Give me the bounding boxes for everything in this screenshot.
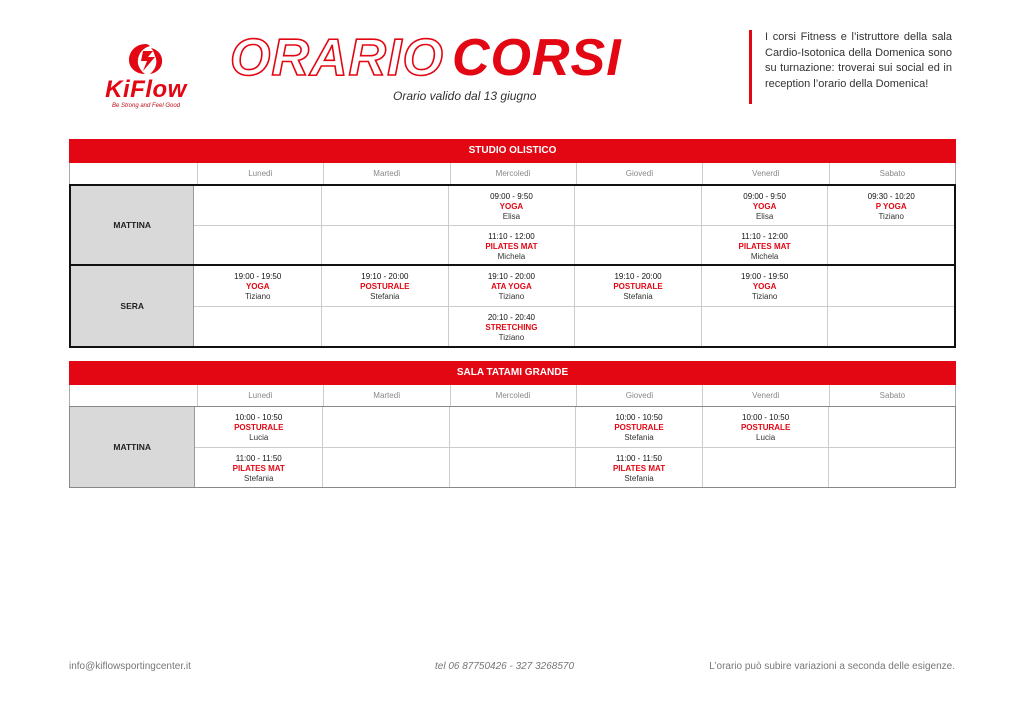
day-header: Mercoledì	[450, 163, 576, 184]
class-time: 20:10 - 20:40	[487, 312, 535, 322]
days-header-blank	[70, 385, 197, 406]
schedule-cell	[701, 226, 828, 265]
class-name: POSTURALE	[740, 423, 791, 433]
schedule-cell	[828, 448, 955, 488]
class-name: PILATES MAT	[738, 241, 791, 251]
class-name: PILATES MAT	[485, 241, 538, 251]
class-time: 10:00 - 10:50	[615, 413, 663, 422]
schedule-cell	[701, 186, 828, 225]
schedule-row	[195, 407, 955, 447]
schedule-cell	[322, 448, 449, 488]
class-instructor: Tiziano	[878, 212, 904, 222]
period-block	[69, 266, 956, 348]
class-time: 19:10 - 20:00	[487, 272, 535, 281]
day-header: Sabato	[829, 385, 955, 406]
day-header: Martedì	[323, 163, 449, 184]
title-part2: CORSI	[452, 29, 622, 87]
class-instructor: Stefania	[624, 433, 654, 443]
class-instructor: Lucia	[756, 433, 776, 443]
class-time: 19:10 - 20:00	[614, 272, 662, 281]
schedule-cell	[448, 307, 575, 347]
schedule-cell	[701, 307, 828, 347]
schedule-cell	[575, 407, 702, 447]
class-name: YOGA	[499, 202, 524, 212]
class-time: 19:00 - 19:50	[741, 272, 789, 281]
validity-subtitle: Orario valido dal 13 giugno	[393, 89, 537, 103]
class-time: 19:00 - 19:50	[234, 272, 282, 281]
section-header: SALA TATAMI GRANDE	[69, 361, 956, 385]
class-name: POSTURALE	[360, 282, 410, 292]
class-instructor: Tiziano	[751, 292, 778, 302]
class-name: YOGA	[245, 282, 270, 292]
schedule-row	[194, 186, 954, 225]
class-time: 10:00 - 10:50	[742, 413, 790, 422]
title-part1: ORARIO	[230, 29, 444, 87]
schedule-row	[194, 225, 954, 265]
class-instructor: Tiziano	[244, 292, 271, 302]
class-time: 09:00 - 9:50	[490, 192, 533, 201]
schedule-cell	[448, 226, 575, 265]
class-time: 11:10 - 12:00	[488, 231, 535, 241]
schedule-row	[195, 447, 955, 488]
day-header: Sabato	[829, 163, 955, 184]
schedule-cell	[449, 407, 576, 447]
kiflow-logo	[96, 42, 196, 116]
schedule-cell	[575, 448, 702, 488]
day-header: Lunedì	[197, 385, 323, 406]
schedule-cell	[827, 226, 954, 265]
brand-name: KiFlow	[105, 76, 187, 103]
footer-phone: tel 06 87750426 - 327 3268570	[435, 661, 575, 672]
schedule-cell	[574, 307, 701, 347]
day-header: Giovedì	[576, 163, 702, 184]
period-label: MATTINA	[70, 407, 195, 487]
class-name: POSTURALE	[614, 423, 664, 433]
schedule-cell	[574, 186, 701, 225]
class-time: 19:10 - 20:00	[361, 272, 409, 281]
class-instructor: Stefania	[244, 473, 274, 483]
day-header: Mercoledì	[450, 385, 576, 406]
days-header-row	[69, 385, 956, 406]
day-header: Venerdì	[702, 163, 828, 184]
schedule-cell	[702, 448, 829, 488]
class-name: STRETCHING	[485, 322, 538, 332]
schedule-cell	[321, 226, 448, 265]
class-time: 11:10 - 12:00	[741, 231, 788, 241]
kiflow-emblem-icon	[126, 42, 166, 76]
class-time: 09:00 - 9:50	[743, 192, 786, 201]
period-block	[69, 406, 956, 488]
class-time: 10:00 - 10:50	[235, 413, 283, 422]
day-header: Giovedì	[576, 385, 702, 406]
class-instructor: Michela	[497, 251, 526, 261]
class-instructor: Elisa	[755, 212, 774, 222]
class-instructor: Michela	[750, 251, 779, 261]
class-name: PILATES MAT	[232, 463, 285, 473]
schedule-cell	[449, 448, 576, 488]
days-header-row	[69, 163, 956, 184]
schedule-cell	[701, 266, 828, 306]
day-header: Lunedì	[197, 163, 323, 184]
schedule-cell	[827, 266, 954, 306]
schedule-cell	[194, 307, 321, 347]
class-instructor: Lucia	[249, 433, 269, 443]
class-name: YOGA	[752, 282, 777, 292]
section-sala-tatami-grande	[69, 361, 956, 488]
schedule-cell	[574, 266, 701, 306]
section-studio-olistico	[69, 139, 956, 348]
schedule-cell	[827, 186, 954, 225]
class-name: ATA YOGA	[491, 282, 532, 292]
schedule-cell	[195, 448, 322, 488]
days-header-blank	[70, 163, 197, 184]
class-instructor: Elisa	[502, 212, 521, 222]
schedule-row	[194, 266, 954, 306]
section-header: STUDIO OLISTICO	[69, 139, 956, 163]
schedule-cell	[448, 186, 575, 225]
class-name: POSTURALE	[234, 423, 284, 433]
class-instructor: Tiziano	[498, 332, 525, 342]
class-instructor: Stefania	[623, 292, 653, 302]
period-block	[69, 184, 956, 266]
schedule-cell	[321, 186, 448, 225]
schedule-cell	[194, 266, 321, 306]
day-header: Martedì	[323, 385, 449, 406]
class-name: P YOGA	[875, 202, 907, 212]
schedule-row	[194, 306, 954, 347]
class-instructor: Stefania	[370, 292, 400, 302]
class-instructor: Stefania	[624, 473, 654, 483]
schedule-cell	[195, 407, 322, 447]
schedule-cell	[448, 266, 575, 306]
class-name: POSTURALE	[613, 282, 663, 292]
class-name: PILATES MAT	[612, 463, 666, 473]
class-time: 09:30 - 10:20	[867, 192, 915, 201]
schedule-cell	[702, 407, 829, 447]
footer-email: info@kiflowsportingcenter.it	[69, 661, 191, 672]
period-label: MATTINA	[71, 186, 194, 264]
schedule-cell	[194, 186, 321, 225]
schedule-cell	[194, 226, 321, 265]
schedule-cell	[827, 307, 954, 347]
day-header: Venerdì	[702, 385, 828, 406]
page-title	[230, 28, 622, 88]
class-time: 11:00 - 11:50	[616, 453, 662, 463]
footer-disclaimer: L’orario può subire variazioni a seconda delle esigenze.	[709, 661, 955, 672]
sunday-note: I corsi Fitness e l’istruttore della sala Cardio-Isotonica della Domenica sono su turnazione: troverai sui social ed in reception l’orario della Domenica!	[765, 31, 952, 90]
schedule-cell	[574, 226, 701, 265]
brand-tagline: Be Strong and Feel Good	[111, 103, 181, 109]
class-instructor: Tiziano	[498, 292, 525, 302]
schedule-cell	[322, 407, 449, 447]
schedule-cell	[321, 307, 448, 347]
period-label: SERA	[71, 266, 194, 346]
divider-bar	[749, 30, 752, 104]
schedule-cell	[828, 407, 955, 447]
class-time: 11:00 - 11:50	[235, 453, 282, 463]
schedule-cell	[321, 266, 448, 306]
class-name: YOGA	[752, 202, 777, 212]
